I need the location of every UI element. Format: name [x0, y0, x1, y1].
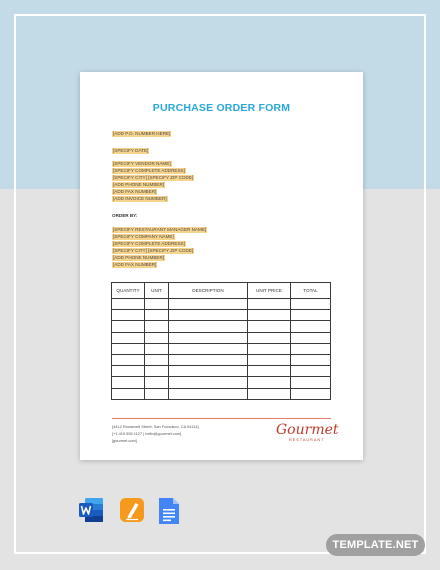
- table-cell: [248, 299, 291, 310]
- table-row: [112, 321, 331, 332]
- order-items-table: [111, 282, 331, 400]
- pages-icon[interactable]: [119, 497, 145, 528]
- header-unit-price: UNIT PRICE: [248, 283, 291, 299]
- table-cell: [145, 388, 169, 399]
- order-by-line: [ADD PHONE NUMBER]: [113, 255, 165, 260]
- table-cell: [248, 332, 291, 343]
- vendor-line: [ADD PHONE NUMBER]: [113, 182, 165, 187]
- table-cell: [291, 299, 331, 310]
- table-cell: [169, 332, 248, 343]
- table-row: [112, 299, 331, 310]
- footer-divider: [112, 418, 331, 419]
- document-page: [80, 72, 363, 460]
- table-cell: [248, 321, 291, 332]
- vendor-line: [SPECIFY VENDOR NAME]: [113, 161, 171, 166]
- word-icon[interactable]: [78, 497, 104, 528]
- table-cell: [291, 321, 331, 332]
- table-cell: [112, 354, 145, 365]
- table-row: [112, 354, 331, 365]
- table-cell: [169, 299, 248, 310]
- template-net-badge[interactable]: TEMPLATE.NET: [326, 534, 425, 556]
- order-by-line: [SPECIFY COMPLETE ADDRESS]: [113, 241, 185, 246]
- vendor-line: [SPECIFY CITY] [SPECIFY ZIP CODE]: [113, 175, 194, 180]
- header-description: DESCRIPTION: [169, 283, 248, 299]
- order-by-line: [SPECIFY CITY] [SPECIFY ZIP CODE]: [113, 248, 194, 253]
- table-cell: [112, 321, 145, 332]
- table-row: [112, 366, 331, 377]
- table-cell: [112, 377, 145, 388]
- table-cell: [112, 299, 145, 310]
- order-by-line: [SPECIFY RESTAURANT MANAGER NAME]: [113, 227, 207, 232]
- vendor-line: [ADD INVOICE NUMBER]: [113, 196, 167, 201]
- po-number-field: [ADD P.O. NUMBER HERE]: [113, 131, 171, 136]
- order-by-line: [ADD FAX NUMBER]: [113, 262, 157, 267]
- table-cell: [291, 377, 331, 388]
- table-cell: [145, 366, 169, 377]
- table-cell: [169, 388, 248, 399]
- table-cell: [248, 343, 291, 354]
- table-body: [112, 299, 331, 400]
- table-cell: [291, 343, 331, 354]
- form-title: PURCHASE ORDER FORM: [152, 102, 291, 114]
- gourmet-logo: Gourmet: [276, 422, 339, 438]
- table-cell: [145, 354, 169, 365]
- order-by-line: [SPECIFY COMPANY NAME]: [113, 234, 174, 239]
- table-cell: [145, 332, 169, 343]
- table-cell: [112, 310, 145, 321]
- gourmet-logo-tagline: RESTAURANT: [289, 438, 325, 442]
- table-cell: [112, 343, 145, 354]
- header-quantity: QUANTITY: [112, 283, 145, 299]
- table-header-row: [112, 283, 331, 299]
- footer-contact: [+1 415 555 1127 | hello@gourmet.com]: [112, 431, 182, 436]
- table-row: [112, 343, 331, 354]
- table-cell: [145, 310, 169, 321]
- table-cell: [112, 332, 145, 343]
- table-row: [112, 388, 331, 399]
- table-cell: [112, 388, 145, 399]
- table-cell: [248, 366, 291, 377]
- table-cell: [169, 343, 248, 354]
- table-cell: [291, 388, 331, 399]
- table-cell: [169, 321, 248, 332]
- table-row: [112, 310, 331, 321]
- order-by-label: ORDER BY:: [112, 213, 138, 218]
- google-docs-icon[interactable]: [158, 497, 180, 530]
- table-row: [112, 377, 331, 388]
- header-total: TOTAL: [291, 283, 331, 299]
- header-unit: UNIT: [145, 283, 169, 299]
- table-cell: [248, 354, 291, 365]
- table-cell: [248, 388, 291, 399]
- table-cell: [291, 332, 331, 343]
- table-cell: [112, 366, 145, 377]
- table-cell: [169, 354, 248, 365]
- footer-address: [4412 Roosevelt Street, San Francisco, CA 94114]: [112, 424, 199, 429]
- table-cell: [145, 321, 169, 332]
- table-cell: [291, 354, 331, 365]
- footer-website: [gourmet.com]: [112, 438, 137, 443]
- table-cell: [248, 310, 291, 321]
- table-row: [112, 332, 331, 343]
- table-cell: [145, 377, 169, 388]
- table-cell: [145, 299, 169, 310]
- vendor-line: [ADD FAX NUMBER]: [113, 189, 157, 194]
- table-cell: [248, 377, 291, 388]
- table-cell: [169, 310, 248, 321]
- table-cell: [291, 310, 331, 321]
- table-cell: [145, 343, 169, 354]
- table-cell: [291, 366, 331, 377]
- vendor-line: [SPECIFY COMPLETE ADDRESS]: [113, 168, 185, 173]
- table-cell: [169, 366, 248, 377]
- table-cell: [169, 377, 248, 388]
- date-field: [SPECIFY DATE]: [113, 148, 149, 153]
